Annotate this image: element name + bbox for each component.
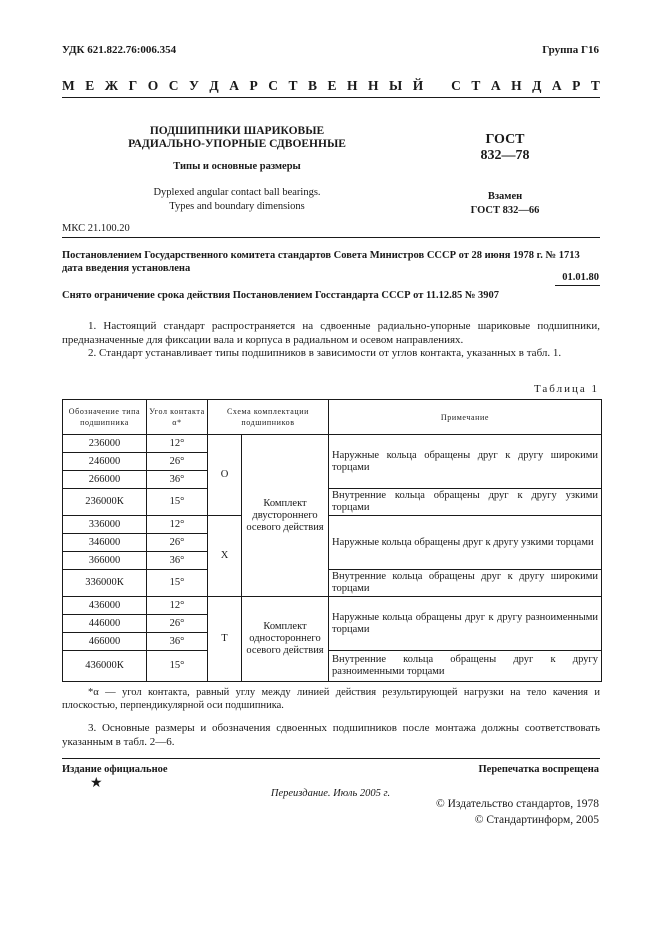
contact-angle: 26° xyxy=(147,615,208,633)
english-title-line-1: Dyplexed angular contact ball bearings. xyxy=(153,187,321,198)
banner-letter: Н xyxy=(511,78,522,93)
gost-label: ГОСТ xyxy=(485,132,525,147)
title-line-2: РАДИАЛЬНО-УПОРНЫЕ СДВОЕННЫЕ xyxy=(128,138,346,150)
note: Наружные кольца обращены друг к другу узкими торцами xyxy=(329,516,602,570)
banner-letter: У xyxy=(188,78,199,93)
set-type: Комплект двустороннего осевого действия xyxy=(242,435,329,597)
paragraph-1: 1. Настоящий стандарт распространяется на сдвоенные радиально-упорные шариковые подшипники, предназначенные для фиксации вала и корпуса в радиальном и осевом направлениях. xyxy=(62,320,600,346)
replaces-label: Взамен xyxy=(487,191,523,202)
note: Наружные кольца обращены друг к другу разноименными торцами xyxy=(329,597,602,651)
header-note: Примечание xyxy=(329,400,602,435)
footnote: *α — угол контакта, равный углу между линией действия результирующей нагрузки на тело качения и плоскостью, перпендикулярной оси подшипника. xyxy=(62,687,600,711)
type-code: 236000 xyxy=(63,435,147,453)
decree-text: Постановлением Государственного комитета стандартов Совета Министров СССР от 28 июня 1978 г. № 1713 дата введения установлена xyxy=(62,250,580,274)
banner-letter: С xyxy=(168,78,179,93)
contact-angle: 36° xyxy=(147,552,208,570)
paragraph-2: 2. Стандарт устанавливает типы подшипников в зависимости от углов контакта, указанных в табл. 1. xyxy=(88,347,562,359)
banner-gap xyxy=(434,78,441,94)
group-code: Группа Г16 xyxy=(542,44,599,56)
contact-angle: 36° xyxy=(147,633,208,651)
replaces-standard: ГОСТ 832—66 xyxy=(470,205,540,216)
banner-letter: Г xyxy=(128,78,138,93)
banner-letter: А xyxy=(229,78,239,93)
banner-letter: Ы xyxy=(389,78,403,93)
type-code: 436000 xyxy=(63,597,147,615)
banner-letter: М xyxy=(62,78,75,93)
contact-angle: 15° xyxy=(147,570,208,597)
gost-number: 832—78 xyxy=(480,148,530,163)
contact-angle: 12° xyxy=(147,597,208,615)
title-block xyxy=(62,125,412,214)
banner-letter: Н xyxy=(347,78,358,93)
contact-angle: 12° xyxy=(147,435,208,453)
note: Внутренние кольца обращены друг к другу широкими торцами xyxy=(329,570,602,597)
banner-letter: А xyxy=(490,78,501,93)
banner-letter: Д xyxy=(209,78,219,93)
type-code: 466000 xyxy=(63,633,147,651)
title-line-1: ПОДШИПНИКИ ШАРИКОВЫЕ xyxy=(149,125,325,137)
contact-angle: 12° xyxy=(147,516,208,534)
mks-rule xyxy=(62,237,600,238)
footer-rule xyxy=(62,758,600,759)
udk-code: УДК 621.822.76:006.354 xyxy=(62,44,177,56)
bearing-types-table xyxy=(62,399,602,682)
star-icon: ★ xyxy=(90,776,103,791)
banner xyxy=(62,78,600,94)
banner-letter: А xyxy=(551,78,562,93)
table-row xyxy=(63,651,602,682)
table-row xyxy=(63,570,602,597)
banner-rule xyxy=(62,97,600,98)
official-edition: Издание официальное xyxy=(62,764,168,775)
set-type: Комплект одностороннего осевого действия xyxy=(242,597,329,682)
banner-letter: Т xyxy=(590,78,600,93)
note: Наружные кольца обращены друг к другу широкими торцами xyxy=(329,435,602,489)
type-code: 266000 xyxy=(63,471,147,489)
banner-letter: С xyxy=(268,78,278,93)
type-code: 336000К xyxy=(63,570,147,597)
type-code: 366000 xyxy=(63,552,147,570)
date-underline xyxy=(555,285,600,286)
limit-removed-text: Снято ограничение срока действия Постановлением Госстандарта СССР от 11.12.85 № 3907 xyxy=(62,290,500,301)
note: Внутренние кольца обращены друг к другу разноименными торцами xyxy=(329,651,602,682)
type-code: 436000К xyxy=(63,651,147,682)
english-title-line-2: Types and boundary dimensions xyxy=(169,201,305,212)
banner-letter: О xyxy=(147,78,159,93)
banner-letter: Н xyxy=(368,78,379,93)
english-title xyxy=(62,186,412,214)
contact-angle: 15° xyxy=(147,489,208,516)
type-code: 236000К xyxy=(63,489,147,516)
type-code: 346000 xyxy=(63,534,147,552)
type-code: 246000 xyxy=(63,453,147,471)
banner-letter: Ж xyxy=(104,78,119,93)
banner-letter: Й xyxy=(412,78,424,93)
copyright-1978: © Издательство стандартов, 1978 xyxy=(435,798,599,810)
reprint-prohibited: Перепечатка воспрещена xyxy=(478,764,599,775)
scheme-letter: Т xyxy=(208,597,242,682)
banner-letter: В xyxy=(307,78,317,93)
scheme-letter: Х xyxy=(208,516,242,597)
banner-letter: Т xyxy=(471,78,481,93)
contact-angle: 26° xyxy=(147,453,208,471)
contact-angle: 26° xyxy=(147,534,208,552)
mks-code: МКС 21.100.20 xyxy=(62,223,130,234)
gost-block xyxy=(440,132,570,218)
banner-letter: Д xyxy=(532,78,542,93)
contact-angle: 36° xyxy=(147,471,208,489)
introduction-date: 01.01.80 xyxy=(562,272,599,283)
paragraph-3: 3. Основные размеры и обозначения сдвоенных подшипников после монтажа должны соответствовать указанным в табл. 2—6. xyxy=(62,722,600,748)
type-code: 446000 xyxy=(63,615,147,633)
table-label: Таблица 1 xyxy=(533,383,599,395)
banner-letter: Е xyxy=(327,78,337,93)
type-code: 336000 xyxy=(63,516,147,534)
subtitle: Типы и основные размеры xyxy=(173,161,301,172)
banner-letter: Р xyxy=(572,78,581,93)
header-scheme: Схема комплектации подшипников xyxy=(208,400,329,435)
scheme-letter: О xyxy=(208,435,242,516)
banner-letter: Е xyxy=(85,78,95,93)
table-row xyxy=(63,489,602,516)
reissue-note: Переиздание. Июль 2005 г. xyxy=(270,788,391,799)
header-angle: Угол контакта α* xyxy=(147,400,208,435)
banner-letter: Р xyxy=(249,78,258,93)
banner-letter: С xyxy=(451,78,461,93)
banner-letter: Т xyxy=(288,78,298,93)
table-row xyxy=(63,435,602,453)
table-row xyxy=(63,516,602,534)
copyright-2005: © Стандартинформ, 2005 xyxy=(474,814,599,826)
header-designation: Обозначение типа подшипника xyxy=(63,400,147,435)
contact-angle: 15° xyxy=(147,651,208,682)
table-row xyxy=(63,597,602,615)
note: Внутренние кольца обращены друг к другу узкими торцами xyxy=(329,489,602,516)
